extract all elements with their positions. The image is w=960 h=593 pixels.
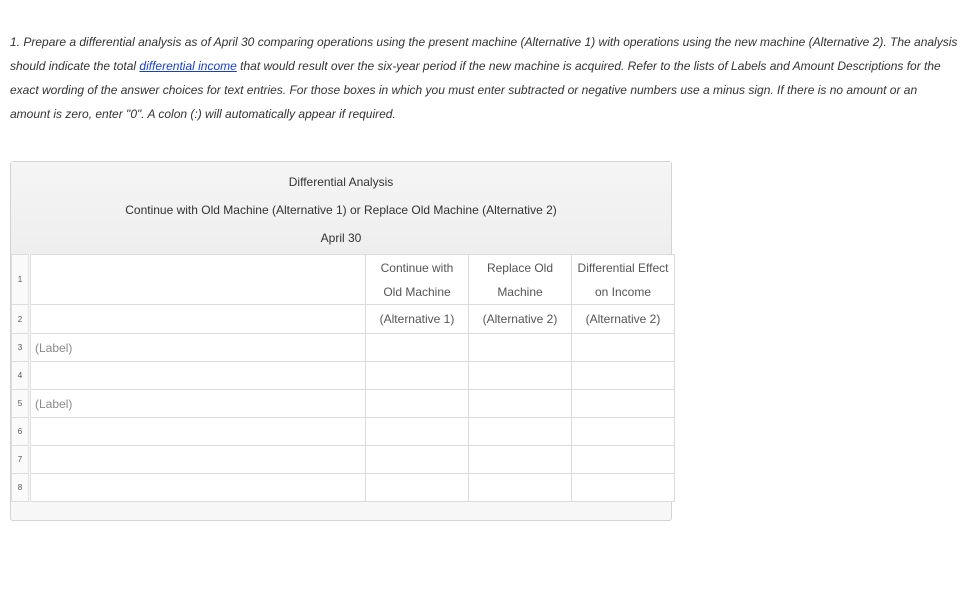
amount-input-alt2[interactable] <box>469 390 572 418</box>
row-label-select[interactable] <box>30 418 366 446</box>
amount-input-alt1[interactable] <box>366 362 469 390</box>
table-row <box>12 362 675 390</box>
amount-input-alt2[interactable] <box>469 418 572 446</box>
differential-analysis-panel <box>10 161 672 521</box>
row-label-select[interactable] <box>30 446 366 474</box>
row-number: 1 <box>12 255 30 305</box>
table-row <box>12 390 675 418</box>
amount-input-differential[interactable] <box>572 418 675 446</box>
instructions-text-2: that would result over the six-year period if the new machine is acquired. Refer to the lists of Labels and Amount Descriptions for the exact wording of the answer choices for text entries. For those boxes in which you must enter subtracted or negative numbers use a minus sign. If there is no amount or an amount is zero, enter "0". A colon (:) will automatically appear if required. <box>10 59 941 121</box>
analysis-date: April 30 <box>320 231 362 245</box>
amount-input-alt1[interactable] <box>366 446 469 474</box>
col1-line2: Old Machine <box>383 284 451 299</box>
amount-input-alt2[interactable] <box>469 474 572 502</box>
analysis-subtitle: Continue with Old Machine (Alternative 1) or Replace Old Machine (Alternative 2) <box>125 203 557 217</box>
row-number: 3 <box>12 334 30 362</box>
amount-input-alt2[interactable] <box>469 334 572 362</box>
row-label-select[interactable]: (Label) <box>30 390 366 418</box>
col1-line3: (Alternative 1) <box>366 305 469 334</box>
row-number: 2 <box>12 305 30 334</box>
row-number: 4 <box>12 362 30 390</box>
column-header-alt1 <box>366 255 469 305</box>
amount-input-alt1[interactable] <box>366 334 469 362</box>
col1-line1: Continue with <box>380 260 454 275</box>
instructions-text-1: 1. Prepare a differential analysis as of April 30 comparing operations using the present machine (Alternative 1) with operations using the new machine (Alternative 2). The analysis should indicate the total <box>10 35 958 73</box>
col3-line1: Differential Effect <box>577 260 669 275</box>
amount-input-differential[interactable] <box>572 334 675 362</box>
amount-input-differential[interactable] <box>572 446 675 474</box>
column-header-alt2 <box>469 255 572 305</box>
col3-line3: (Alternative 2) <box>572 305 675 334</box>
col2-line2: Machine <box>497 284 543 299</box>
row-label-cell[interactable] <box>30 305 366 334</box>
table-row <box>12 305 675 334</box>
col2-line1: Replace Old <box>486 260 554 275</box>
row-label-select[interactable]: (Label) <box>30 334 366 362</box>
column-header-differential <box>572 255 675 305</box>
row-number: 6 <box>12 418 30 446</box>
amount-input-alt1[interactable] <box>366 474 469 502</box>
row-label-select[interactable] <box>30 362 366 390</box>
table-row <box>12 418 675 446</box>
amount-input-alt1[interactable] <box>366 418 469 446</box>
table-row <box>12 255 675 305</box>
amount-input-alt2[interactable] <box>469 362 572 390</box>
row-number: 8 <box>12 474 30 502</box>
table-row <box>12 446 675 474</box>
table-row <box>12 334 675 362</box>
amount-input-differential[interactable] <box>572 390 675 418</box>
row-label-select[interactable] <box>30 474 366 502</box>
table-row <box>12 474 675 502</box>
amount-input-differential[interactable] <box>572 362 675 390</box>
analysis-title: Differential Analysis <box>288 175 394 189</box>
question-instructions <box>10 30 958 126</box>
col2-line3: (Alternative 2) <box>469 305 572 334</box>
col3-line2: on Income <box>594 284 652 299</box>
row-label-cell[interactable] <box>30 255 366 305</box>
amount-input-alt2[interactable] <box>469 446 572 474</box>
row-number: 5 <box>12 390 30 418</box>
amount-input-differential[interactable] <box>572 474 675 502</box>
analysis-header <box>11 162 671 255</box>
amount-input-alt1[interactable] <box>366 390 469 418</box>
analysis-grid <box>11 254 675 502</box>
row-number: 7 <box>12 446 30 474</box>
differential-income-link[interactable]: differential income <box>139 59 237 73</box>
